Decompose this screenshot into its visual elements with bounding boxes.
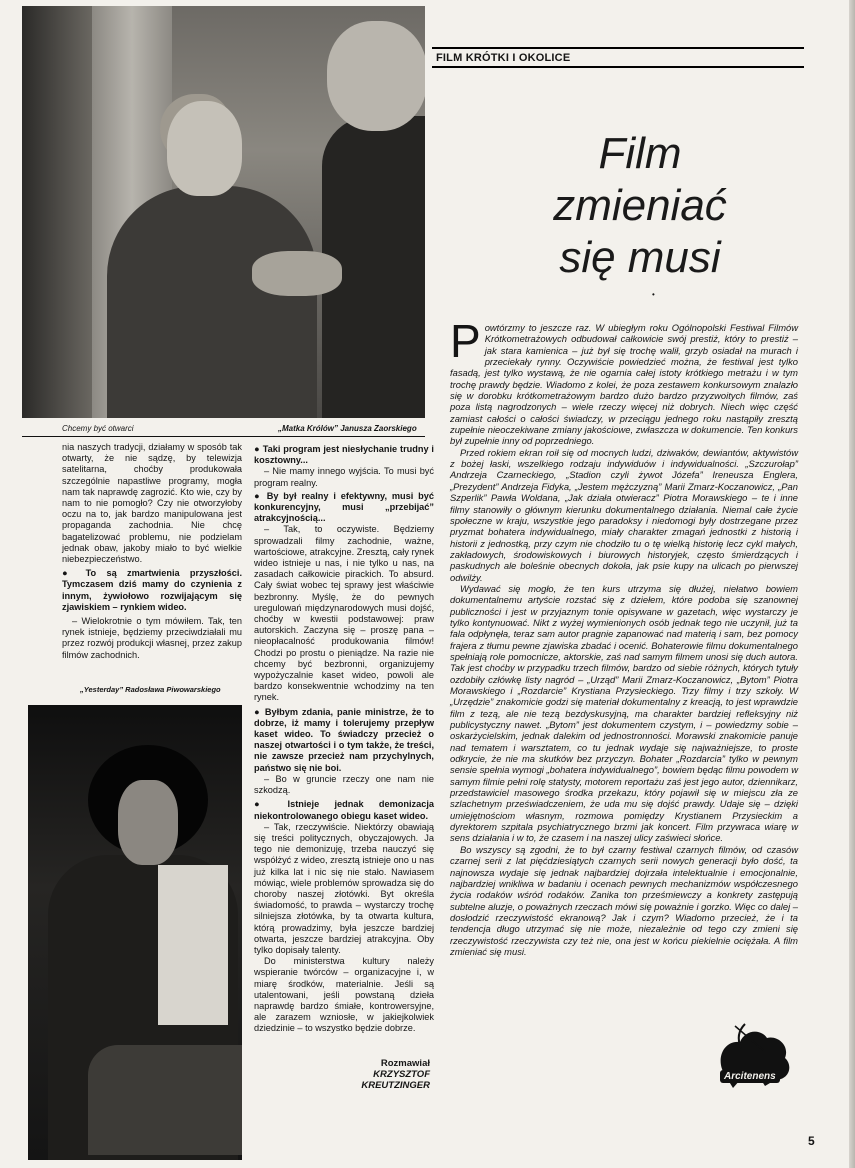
- logo-label: Arcitenens: [720, 1070, 780, 1083]
- paragraph: – Tak, to oczywiste. Będziemy sprowadzali filmy zachodnie, ważne, wartościowe, atrakcyjne. Zresztą, cały rynek wideo istnieje u nas, i nie tylko u nas, na zasadach całkowicie pirackich. To absurd. Cały świat wobec tej sprawy jest właściwie bezbronny. Myślę, że do pewnych uregulowań międzynarodowych musi dojść, choćby w kwestii podstawowej: praw autorskich. Zaczyna się – proszę pana – nieopłacalność produkowania filmów! Chodzi po prostu o pieniądze. Na razie nie chcemy być bezbronni, organizujemy wypożyczalnie kaset wideo, powoli ale bardzo konsekwentnie wchodzimy na ten rynek.: [254, 524, 434, 703]
- paragraph-text: owtórzmy to jeszcze raz. W ubiegłym roku Ogólnopolski Festiwal Filmów Krótkometrażowych odbudował całkowicie swój prestiż, który to prestiż – jak stara kamienica – już był się trochę walił, grzyb osiadał na murach i przeciekały rynny. Oczywiście powiedzieć można, że festiwal jest tylko fasadą, jest tylko wystawą, że nie ogarnia całej istoty krótkiego metrażu i w tym trochę prawdy będzie. Wiadomo z kolei, że poza zestawem konkursowym znalazło się w dorobku krótkometrażowym bardzo dużo bardzo przyzwoitych filmów, zaś poza listą nagrodzonych – wiele rzeczy więcej niż dobrych. Niech więc część zamiast całości o całości świadczy, w przeciągu jednego roku nastąpiły zresztą zupełnie nieoczekiwane zmiany jakościowe, zwłaszcza w dokumencie. Ten konkurs był zupełnie inny od poprzedniego.: [450, 322, 798, 447]
- interview-column-1: [62, 442, 242, 661]
- page-number: 5: [808, 1134, 815, 1148]
- signature-line: KREUTZINGER: [361, 1080, 430, 1091]
- title-line: zmieniać: [553, 181, 727, 230]
- title-line: się musi: [559, 233, 721, 282]
- lead-paragraph: [450, 315, 798, 447]
- paragraph: – Wielokrotnie o tym mówiłem. Tak, ten rynek istnieje, będziemy przeciwdziałali mu przez rozwój produkcji własnej, przez zakup filmów zachodnich.: [62, 616, 242, 660]
- paragraph: Bo wszyscy są zgodni, że to był czarny festiwal czarnych filmów, od czasów czarnej serii z lat pięćdziesiątych czarnych serii nowych generacji było dość, ta najnowsza wydaje się jednak najbardziej dojrzała intelektualnie i emocjonalnie, najbardziej wnikliwa w badaniu i ocenach pewnych mechanizmów współczesnego życia rodaków wśród rodaków. Zanika ton prześmiewczy a konkrety zastępują subtelne aluzje, o poważnych rzeczach mówi się poważnie i gorzko. Więc co dalej – dosłodzić rzeczywistość ekranową? Jak i czym? Wiadomo przecież, że i ta tendencja długo utrzymać się nie może, niezależnie od tego czy zmieni się rzeczywistość rzeczywista czy też nie, ona jest w końcu piekielnie ociężała. A film zmieniać się musi.: [450, 843, 799, 957]
- title-line: Film: [598, 129, 682, 178]
- paragraph: – Tak, rzeczywiście. Niektórzy obawiają się treści politycznych, obyczajowych. Ja tego nie demonizuję, trzeba nauczyć się współżyć z wideo, zresztą istnieje ono u nas już kilka lat i nic się nie stało. Nawiasem mówiąc, wiele problemów sprowadza się do choroby naszej złotówki. Byt określa świadomość, to prawda – wystarczy trochę silniejsza złotówka, by ta otwarta kultura, którą prowadzimy, była jeszcze bardziej otwarta, jeszcze bardziej atrakcyjna. Oby tylko dopisały talenty.: [254, 821, 434, 955]
- caption-photo-right: „Matka Królów” Janusza Zaorskiego: [278, 424, 417, 433]
- paragraph: Wydawać się mogło, że ten kurs utrzyma się dłużej, niełatwo bowiem dokumentalnemu artyście rozstać się z dziełem, które podoba się szanownej publiczności i jest w przyjaznym tonie opisywane w gazetach, więc wystarczy je tylko kontynuować. Nikt z wyżej wymienionych osób jednak tego nie uczynił, już ta fala odpłynęła, teraz sam autor pragnie zapanować nad materią i sam, bez pomocy frajera z tłumu pewne zjawiska zbadać i ocenić. Bohaterowie filmu dokumentalnego spełniają role pomocnicze, aktorskie, zaś nad samym filmem unosi się duch autora. Tak jest choćby w przypadku trzech filmów, bardzo od siebie różnych, których tytuły ozdobiły człówkę listy nagród – „Urząd” Marii Zmarz-Koczanowicz, „Bytom” Piotra Morawskiego i „Rozdarcie” Krystiana Przysieckiego. Trzy filmy i trzy szkoły. W „Urzędzie” znakomicie godzi się materiał dokumentalny z kreacją, to jest wprawdzie film z tezą, ale nie tezą bezdyskusyjną, ma charakter bardziej refleksyjny niż publicystyczny nawet. „Bytom” jest dokumentem czystym, i – powiedzmy sobie – oskarżycielskim, jednak dalekim od jednostronności. Morawski znakomicie panuje nad tematem i warsztatem, co tu jednak wydaje się najważniejsze, to proste odkrycie, że nie ma skutków bez przyczyn. Bohater „Rozdarcia” tylko w pewnym sensie spełnia wymogi „bohatera indywidualnego”, bowiem będąc filmu powodem w samym filmie pełni rolę statysty, motorem reportażu zaś jest jego autor, dziennikarz, przedstawiciel masowego środka przekazu, który pojawił się w miejscu zła ze szlachetnym przeświadczeniem, że uda mu się dojść prawdy. Udaje się – dzięki umiejętnościom własnym, rozmowa pomiędzy Krystianem Przysieckim a dyrektorem szpitala psychiatrycznego brzmi jak koncert. Film przywraca wiarę w sens działania i w to, że czasem i na naszej ulicy zaświeci słońce.: [450, 582, 798, 844]
- paragraph: nia naszych tradycji, działamy w sposób tak otwarty, że nie sądzę, by telewizja satelitarna, choćby produkowała szczególnie napastliwe programy, mogła nam tak naprawdę zagrozić. Kto wie, czy by nam to nie pomogło? Czy nie otworzyłoby oczu na to, jak bardzo manipulowana jest propaganda zachodnia. Nie chcę bagatelizować problemu, nie podzielam jednak obaw, jakoby miało to być wielkie niebezpieczeństwo.: [62, 442, 242, 565]
- question: ● Istnieje jednak demonizacja niekontrolowanego obiegu kaset wideo.: [254, 799, 434, 821]
- section-rule-bottom: [432, 66, 804, 68]
- caption-photo-left: Chcemy być otwarci: [62, 424, 134, 433]
- section-rule-top: [432, 47, 804, 49]
- interview-column-2: [254, 444, 434, 1035]
- drop-cap: P: [450, 315, 481, 367]
- signature-line: KRZYSZTOF: [373, 1069, 430, 1080]
- photo-yesterday: [28, 705, 242, 1160]
- question: ● To są zmartwienia przyszłości. Tymczasem dziś mamy do czynienia z innym, żywiołowo rozwijającym się zjawiskiem – rynkiem wideo.: [62, 568, 242, 613]
- question: ● Byłbym zdania, panie ministrze, że to dobrze, iż mamy i tolerujemy przepływ kaset wideo. To świadczy przecież o naszej otwartości i o tym także, że treści, nie zawsze przecież nam przychylnych, państwo się nie boi.: [254, 707, 434, 774]
- caption-yesterday: „Yesterday” Radosława Piwowarskiego: [80, 685, 221, 694]
- paragraph: – Bo w gruncie rzeczy one nam nie szkodzą.: [254, 773, 434, 796]
- signature-line: Rozmawiał: [380, 1058, 430, 1069]
- page-edge: [849, 0, 855, 1168]
- article-title: [500, 128, 780, 284]
- question: ● Taki program jest niesłychanie trudny i kosztowny...: [254, 444, 434, 466]
- interviewer-signature: [300, 1058, 430, 1091]
- photo-matka-krolow: [22, 6, 425, 418]
- divider: [22, 436, 425, 437]
- paragraph: – Nie mamy innego wyjścia. To musi być program realny.: [254, 466, 434, 488]
- paragraph: Przed rokiem ekran roił się od mocnych ludzi, dziwaków, dewiantów, aktywistów z bożej łaski, wszelkiego rodzaju indywiduów i indywidualności. „Szczurołap” Andrzeja Czarneckiego, „Stadion czyli żywot Józefa” Ireneusza Englera, „Prezydent” Andrzeja Fidyka, „Jestem mężczyzną” Marii Zmarz-Koczanowicz, „Pan Szperlik” Pawła Woldana, „Jak działa otwieracz” Piotra Morawskiego – te i inne filmy stanowiły o głównym kierunku dokumentalnego działania. Niemal całe życie społeczne w kraju, wszystkie jego paradoksy i niedomogi były dostrzegane przez pryzmat bohatera indywidualnego, miały charakter zmagań jednostki z historią i historii z jednostką, przy czym nie chodziło tu o tę wielką historię lecz cykl małych, zakładowych, środowiskowych i biurowych historyjek, często śmierdzących i paskudnych ale boleśnie obecnych dokoła, jak psie kupy na ulicach po pierwszej odwilży.: [450, 446, 798, 583]
- paragraph: Do ministerstwa kultury należy wspieranie twórców – organizacyjne i, w miarę środków, materialnie. Jeśli są utalentowani, jeśli powstaną dzieła naprawdę bardzo śmiałe, kontrowersyjne, ale zarazem wzniosłe, w jakiejkolwiek dziedzinie – to wszystko będzie dobrze.: [254, 956, 434, 1034]
- section-heading: FILM KRÓTKI I OKOLICE: [436, 52, 571, 64]
- question: ● By był realny i efektywny, musi być konkurencyjny, musi „przebijać” atrakcyjnością...: [254, 491, 434, 525]
- article-body: [450, 315, 799, 957]
- ornament-dot: •: [652, 290, 655, 299]
